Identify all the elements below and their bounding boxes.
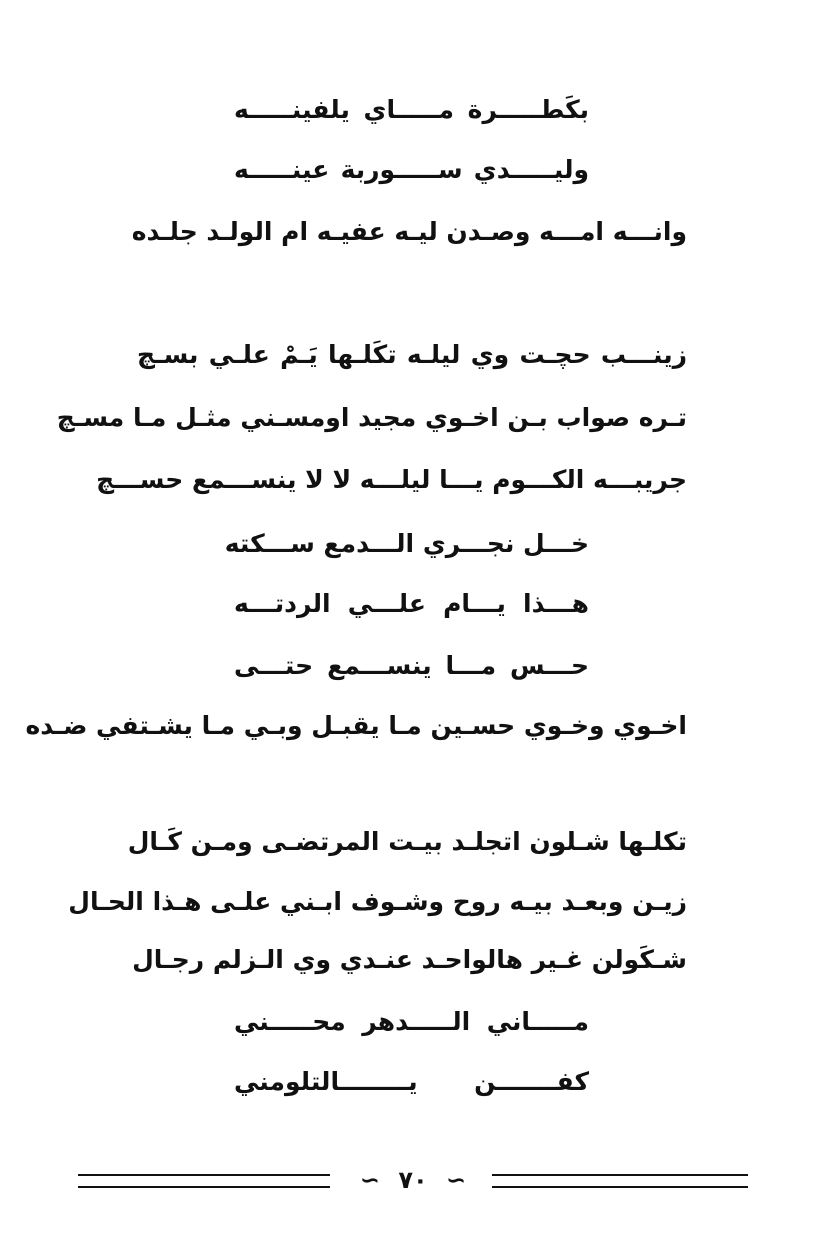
verse-line: وليـــــدي ســـــوربة عينـــــه [234,155,589,184]
verse-line: حـــس مـــا ينســـمع حتـــى [234,651,589,680]
verse-line: تـره صواب بـن اخـوي مجيد اومسـني مثـل مـا مسـچ [56,403,687,432]
verse-line: كفـــــــن يــــــــالتلومني [234,1067,589,1096]
footer-rule-right [492,1174,748,1188]
verse-line: بكَطـــــرة مـــــاي يلفينـــــه [234,95,589,124]
page-number-block [348,1162,478,1198]
verse-line: مـــــاني الـــــدهر محـــــني [234,1007,589,1036]
verse-line: جريبـــه الكـــوم يـــا ليلـــه لا لا ينســـمع حســـچ [96,465,687,494]
ornament-right-icon: ∽ [446,1166,467,1194]
verse-line: شـكَولن غـير هالواحـد عنـدي وي الـزلم رجـال [132,945,687,974]
verse-line: خـــل نجـــري الـــدمع ســـكته [224,529,589,558]
verse-line: زيـن وبعـد بيـه روح وشـوف ابـني علـى هـذا الحـال [68,887,687,916]
verse-line: هـــذا يـــام علـــي الردتـــه [234,589,589,618]
verse-line: زينـــب حچـت وي ليلـه تكَلـها يَـمْ علـي بسـچ [137,340,687,369]
page-footer [78,1162,748,1202]
verse-line: تكلـها شـلون اتجلـد بيـت المرتضـى ومـن كَـال [127,827,687,856]
page-number: ٧٠ [398,1166,428,1194]
ornament-left-icon: ∽ [359,1166,380,1194]
verse-line: وانـــه امـــه وصـدن ليـه عفيـه ام الولـد جلـده [131,217,687,246]
verse-line: اخـوي وخـوي حسـين مـا يقبـل وبـي مـا يشـتفي ضـده [25,711,687,740]
footer-rule-left [78,1174,330,1188]
